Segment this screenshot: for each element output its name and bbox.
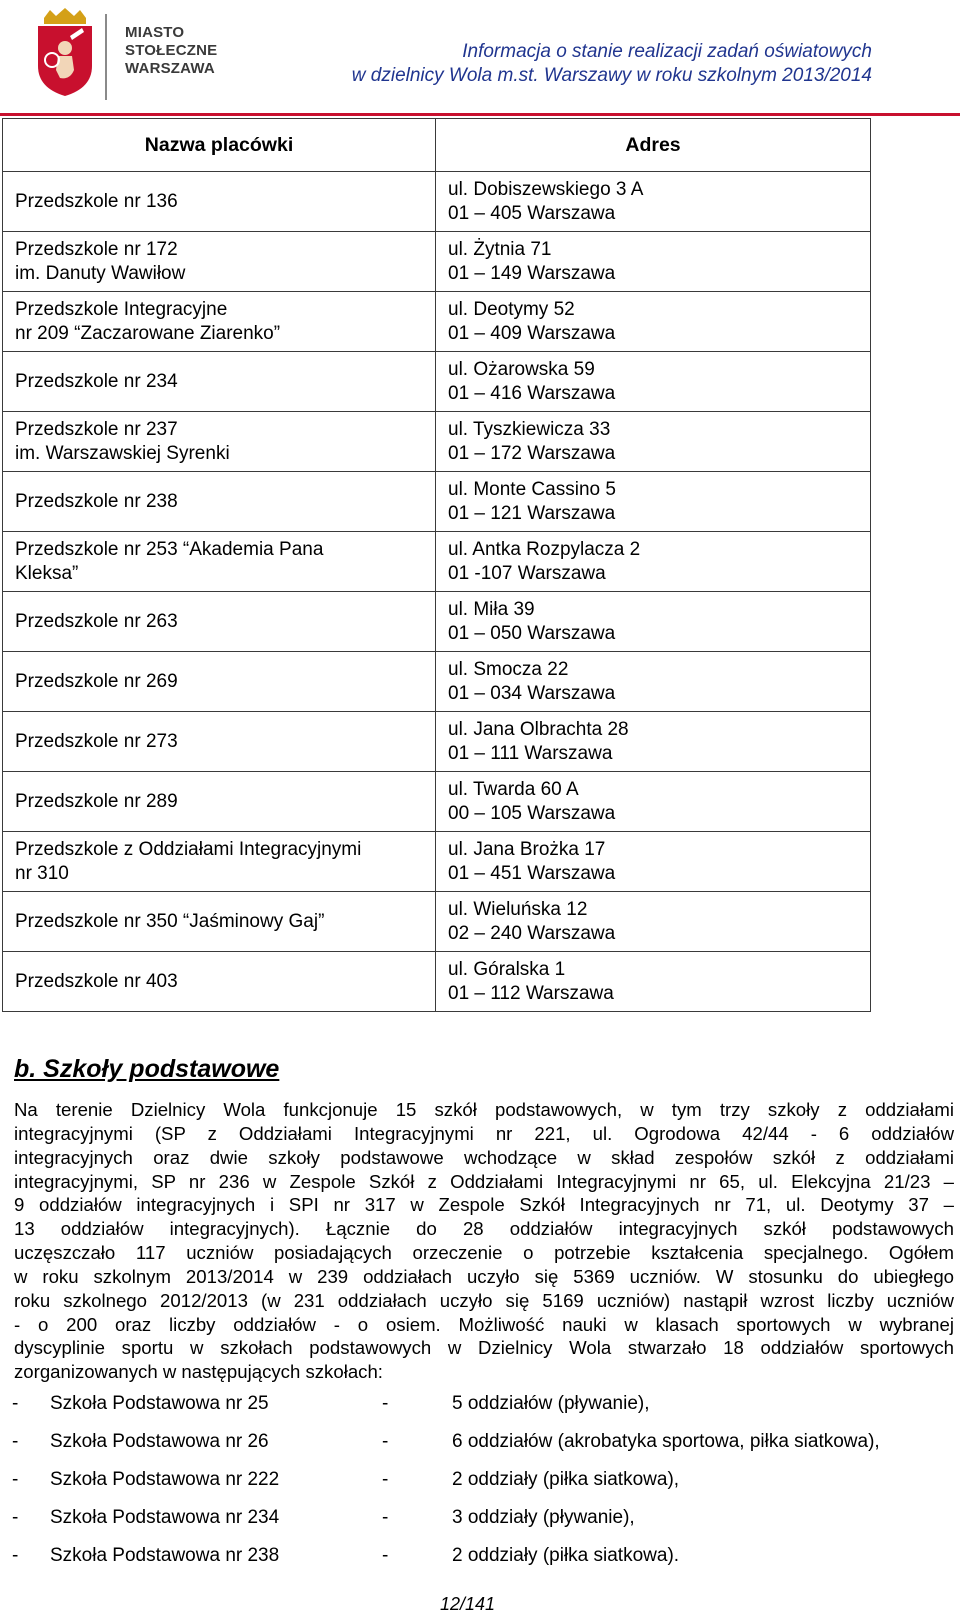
school-name: Szkoła Podstawowa nr 238 bbox=[50, 1545, 280, 1566]
address-line: ul. Ożarowska 59 bbox=[448, 359, 595, 380]
institution-address-cell bbox=[436, 772, 871, 832]
institution-name-line: Przedszkole nr 269 bbox=[15, 670, 178, 692]
document-title-line: Informacja o stanie realizacji zadań oświatowych bbox=[462, 41, 872, 62]
address-line: 01 – 451 Warszawa bbox=[448, 862, 616, 884]
institution-address-cell bbox=[436, 712, 871, 772]
address-line: ul. Żytnia 71 bbox=[448, 239, 552, 260]
institution-name-cell bbox=[3, 712, 436, 772]
address-line: ul. Góralska 1 bbox=[448, 959, 566, 980]
logo-line: MIASTO bbox=[125, 24, 185, 41]
class-detail: 3 oddziały (pływanie), bbox=[452, 1507, 635, 1528]
list-separator: - bbox=[382, 1545, 389, 1566]
institution-name-line: Przedszkole nr 403 bbox=[15, 970, 178, 992]
table-row bbox=[3, 652, 871, 712]
logo-wordmark bbox=[125, 24, 217, 78]
paragraph-line: 13 oddziałów integracyjnych). Łącznie do 28 oddziałów integracyjnych szkół podstawowych bbox=[14, 1218, 954, 1240]
address-line: ul. Smocza 22 bbox=[448, 659, 569, 680]
table-row bbox=[3, 832, 871, 892]
institution-name-cell bbox=[3, 232, 436, 292]
paragraph-line: roku szkolnego 2012/2013 (w 231 oddziałach uczyło się 5169 uczniów) nastąpił wzrost liczby uczniów bbox=[14, 1289, 954, 1311]
list-bullet: - bbox=[12, 1469, 19, 1490]
list-separator: - bbox=[382, 1431, 389, 1452]
table-row bbox=[3, 472, 871, 532]
address-line: 01 -107 Warszawa bbox=[448, 562, 606, 584]
institution-name-line: Przedszkole nr 238 bbox=[15, 490, 178, 512]
paragraph-line: integracyjnych oraz dwie szkoły podstawowe wchodzące w skład zespołów szkół z oddziałami bbox=[14, 1146, 954, 1168]
logo-divider bbox=[105, 14, 107, 100]
institution-name-line: Przedszkole nr 263 bbox=[15, 610, 178, 632]
table-row bbox=[3, 232, 871, 292]
address-line: 01 – 034 Warszawa bbox=[448, 682, 616, 704]
institution-name-cell bbox=[3, 172, 436, 232]
institution-name-line: Przedszkole nr 234 bbox=[15, 370, 178, 392]
institution-address-cell bbox=[436, 592, 871, 652]
institution-name-line: nr 310 bbox=[15, 862, 69, 884]
school-name: Szkoła Podstawowa nr 234 bbox=[50, 1507, 280, 1528]
paragraph-line: 9 oddziałów integracyjnych i SPI nr 317 w Zespole Szkół Integracyjnych nr 71, ul. Deotymy 37 – bbox=[14, 1194, 954, 1216]
column-header-name: Nazwa placówki bbox=[3, 119, 436, 172]
address-line: ul. Dobiszewskiego 3 A bbox=[448, 179, 644, 200]
institution-name-cell bbox=[3, 952, 436, 1012]
school-name: Szkoła Podstawowa nr 26 bbox=[50, 1431, 269, 1452]
table-row bbox=[3, 952, 871, 1012]
address-line: ul. Jana Brożka 17 bbox=[448, 839, 606, 860]
address-line: ul. Jana Olbrachta 28 bbox=[448, 719, 629, 740]
institution-name-cell bbox=[3, 592, 436, 652]
address-line: 02 – 240 Warszawa bbox=[448, 922, 616, 944]
institution-address-cell bbox=[436, 892, 871, 952]
institution-name-line: Kleksa” bbox=[15, 562, 79, 584]
address-line: 01 – 050 Warszawa bbox=[448, 622, 616, 644]
class-detail: 6 oddziałów (akrobatyka sportowa, piłka siatkowa), bbox=[452, 1431, 880, 1452]
page-header bbox=[0, 0, 960, 120]
institution-name-cell bbox=[3, 352, 436, 412]
address-line: 01 – 416 Warszawa bbox=[448, 382, 616, 404]
logo-line: WARSZAWA bbox=[125, 60, 215, 77]
table-row bbox=[3, 292, 871, 352]
address-line: ul. Tyszkiewicza 33 bbox=[448, 419, 611, 440]
list-separator: - bbox=[382, 1507, 389, 1528]
institution-name-line: Przedszkole nr 253 “Akademia Pana bbox=[15, 539, 324, 560]
institution-address-cell bbox=[436, 412, 871, 472]
list-item bbox=[12, 1469, 942, 1507]
institution-name-line: Przedszkole nr 136 bbox=[15, 190, 178, 212]
section-paragraph bbox=[14, 1098, 954, 1384]
institution-name-cell bbox=[3, 472, 436, 532]
logo-line: STOŁECZNE bbox=[125, 42, 218, 59]
sport-classes-list bbox=[12, 1393, 942, 1583]
list-item bbox=[12, 1545, 942, 1583]
institution-name-line: Przedszkole nr 237 bbox=[15, 419, 178, 440]
list-separator: - bbox=[382, 1393, 389, 1414]
table-header-row bbox=[3, 119, 871, 172]
institution-name-line: Przedszkole nr 172 bbox=[15, 239, 178, 260]
header-rule bbox=[0, 113, 960, 116]
paragraph-line: integracyjnymi, SP nr 236 w Zespole Szkół z Oddziałami Integracyjnymi nr 65, ul. Elekcyjna 21/23 – bbox=[14, 1170, 954, 1192]
list-bullet: - bbox=[12, 1545, 19, 1566]
institution-name-cell bbox=[3, 652, 436, 712]
paragraph-line: integracyjnymi (SP z Oddziałami Integracyjnymi nr 221, ul. Ogrodowa 42/44 - 6 oddziałów bbox=[14, 1122, 954, 1144]
list-item bbox=[12, 1393, 942, 1431]
institution-name-line: Przedszkole nr 350 “Jaśminowy Gaj” bbox=[15, 910, 325, 932]
institution-name-cell bbox=[3, 292, 436, 352]
institution-name-cell bbox=[3, 832, 436, 892]
table-row bbox=[3, 412, 871, 472]
institutions-table bbox=[2, 118, 871, 1012]
class-detail: 2 oddziały (piłka siatkowa). bbox=[452, 1545, 680, 1566]
address-line: 01 – 172 Warszawa bbox=[448, 442, 616, 464]
list-item bbox=[12, 1431, 942, 1469]
institution-name-line: nr 209 “Zaczarowane Ziarenko” bbox=[15, 322, 281, 344]
column-header-address: Adres bbox=[436, 119, 871, 172]
table-row bbox=[3, 532, 871, 592]
list-bullet: - bbox=[12, 1507, 19, 1528]
table-row bbox=[3, 352, 871, 412]
institution-name-line: Przedszkole nr 289 bbox=[15, 790, 178, 812]
institution-name-cell bbox=[3, 412, 436, 472]
address-line: ul. Miła 39 bbox=[448, 599, 535, 620]
school-name: Szkoła Podstawowa nr 25 bbox=[50, 1393, 269, 1414]
institution-name-line: im. Warszawskiej Syrenki bbox=[15, 442, 230, 464]
class-detail: 5 oddziałów (pływanie), bbox=[452, 1393, 650, 1414]
institution-address-cell bbox=[436, 952, 871, 1012]
page-number: 12/141 bbox=[440, 1594, 496, 1614]
document-title-line: w dzielnicy Wola m.st. Warszawy w roku szkolnym 2013/2014 bbox=[351, 65, 872, 86]
paragraph-line: dyscyplinie sportu w szkołach podstawowych w Dzielnicy Wola stwarzało 18 oddziałów sportowych bbox=[14, 1337, 954, 1359]
address-line: ul. Twarda 60 A bbox=[448, 779, 579, 800]
address-line: 00 – 105 Warszawa bbox=[448, 802, 616, 824]
institution-name-line: Przedszkole z Oddziałami Integracyjnymi bbox=[15, 839, 362, 860]
institution-address-cell bbox=[436, 292, 871, 352]
document-title bbox=[352, 40, 872, 88]
address-line: 01 – 409 Warszawa bbox=[448, 322, 616, 344]
institution-name-line: Przedszkole Integracyjne bbox=[15, 299, 228, 320]
address-line: 01 – 405 Warszawa bbox=[448, 202, 616, 224]
table-row bbox=[3, 772, 871, 832]
table-row bbox=[3, 172, 871, 232]
address-line: ul. Deotymy 52 bbox=[448, 299, 575, 320]
table-row bbox=[3, 892, 871, 952]
institution-address-cell bbox=[436, 832, 871, 892]
table-row bbox=[3, 592, 871, 652]
institution-name-line: im. Danuty Wawiłow bbox=[15, 262, 186, 284]
school-name: Szkoła Podstawowa nr 222 bbox=[50, 1469, 280, 1490]
institution-address-cell bbox=[436, 172, 871, 232]
list-separator: - bbox=[382, 1469, 389, 1490]
address-line: ul. Monte Cassino 5 bbox=[448, 479, 616, 500]
list-bullet: - bbox=[12, 1393, 19, 1414]
warsaw-crest-icon bbox=[30, 8, 100, 96]
institution-address-cell bbox=[436, 352, 871, 412]
table-row bbox=[3, 712, 871, 772]
institution-address-cell bbox=[436, 652, 871, 712]
institution-name-cell bbox=[3, 892, 436, 952]
address-line: 01 – 112 Warszawa bbox=[448, 982, 614, 1004]
address-line: 01 – 111 Warszawa bbox=[448, 742, 613, 764]
address-line: ul. Wieluńska 12 bbox=[448, 899, 588, 920]
address-line: 01 – 149 Warszawa bbox=[448, 262, 616, 284]
list-item bbox=[12, 1507, 942, 1545]
institution-name-cell bbox=[3, 772, 436, 832]
class-detail: 2 oddziały (piłka siatkowa), bbox=[452, 1469, 680, 1490]
address-line: 01 – 121 Warszawa bbox=[448, 502, 616, 524]
paragraph-line: zorganizowanych w następujących szkołach: bbox=[14, 1361, 383, 1383]
paragraph-line: w roku szkolnym 2013/2014 w 239 oddziałach uczyło się 5369 uczniów. W stosunku do ubiegłego bbox=[14, 1265, 954, 1287]
institution-address-cell bbox=[436, 472, 871, 532]
institution-name-line: Przedszkole nr 273 bbox=[15, 730, 178, 752]
institution-name-cell bbox=[3, 532, 436, 592]
institution-address-cell bbox=[436, 532, 871, 592]
paragraph-line: Na terenie Dzielnicy Wola funkcjonuje 15 szkół podstawowych, w tym trzy szkoły z oddziałami bbox=[14, 1099, 954, 1120]
address-line: ul. Antka Rozpylacza 2 bbox=[448, 539, 641, 560]
institution-address-cell bbox=[436, 232, 871, 292]
list-bullet: - bbox=[12, 1431, 19, 1452]
paragraph-line: - o 200 oraz liczby oddziałów - o osiem. Możliwość nauki w klasach sportowych w wybranej bbox=[14, 1313, 954, 1335]
paragraph-line: uczęszczało 117 uczniów posiadających orzeczenie o potrzebie kształcenia specjalnego. Ogółem bbox=[14, 1242, 954, 1264]
section-heading: b. Szkoły podstawowe bbox=[14, 1055, 280, 1083]
